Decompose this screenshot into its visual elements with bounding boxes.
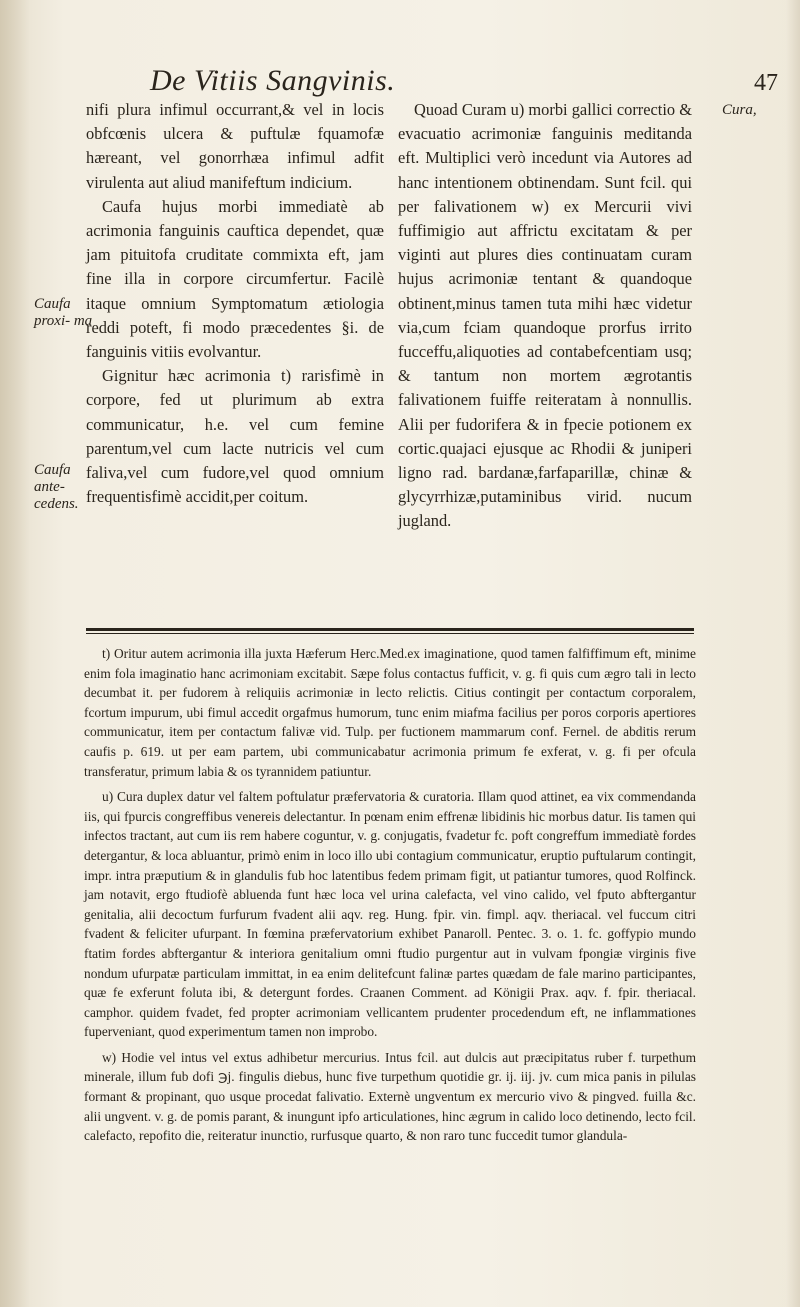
running-header (40, 64, 780, 96)
footnote-separator (86, 628, 694, 631)
paragraph: Caufa hujus morbi immediatè ab acrimonia fanguinis cauftica dependet, quæ jam pituitofa cruditate commixta eft, jam fine illa in corpore circumfertur. Facilè itaque omnium Symptomatum ætiologia reddi poteft, fi modo præcedentes §i. de fanguinis vitiis evolvantur. (86, 196, 384, 362)
page-edge (786, 0, 800, 1307)
paragraph: Quoad Curam u) morbi gallici correctio & evacuatio acrimoniæ fanguinis meditanda eft. Multiplici verò incedunt via Autores ad hanc intentionem obtinendam. Sunt fcil. qui per falivationem w) ex Mercurii vivi fuffimigio aut affrictu excitatam & per viginti aut plures dies continuatam curam hujus acrimoniæ tentant & quandoque obtinent,minus tamen tuta mihi hæc videtur via,cum fciam quandoque prorfus irrito fucceffu,aliquoties ad contabefcentiam usq; & tantum non mortem ægrotantis falivationem fuiffe reiteratam à nonnullis. Alii per fudorifera & in fpecie potionem ex cortic.quajaci ejusque ac Rhodii & juniperi ligno rad. bardanæ,farfaparillæ, chinæ & glycyrrhizæ,putaminibus virid. nucum jugland. (398, 100, 692, 531)
paragraph: nifi plura infimul occurrant,& vel in locis obfcœnis ulcera & puftulæ fquamofæ hæreant, vel gonorrhæa infimul adfit virulenta aut aliud manifeftum indicium. (86, 100, 384, 192)
footnote-w: w) Hodie vel intus vel extus adhibetur mercurius. Intus fcil. aut dulcis aut præcipitatus ruber f. turpethum minerale, illum fub dofi ℈j. fingulis diebus, hunc five turpethum quotidie gr. ij. iij. jv. cum mica panis in pilulas formant & propinant, quo usque procedat falivatio. Externè ungventum ex mercurio vivo & pingved. fuilla &c. alii ungvent. v. g. de pomis parant, & inungunt ipfo articulationes, hinc ægrum in calido loco detinendo, lecto fcil. calefacto, repofito die, reiteratur inunctio, rurfusque quarto, & non raro tunc fuccedit tumor glandula- (84, 1049, 696, 1144)
paragraph: Gignitur hæc acrimonia t) rarisfimè in corpore, fed ut plurimum ab extra communicatur, h.e. vel cum femine parentum,vel cum lacte nutricis vel cum faliva,vel cum fudore,vel quod omnium frequentisfimè accidit,per coitum. (86, 366, 384, 507)
footnote-t: t) Oritur autem acrimonia illa juxta Hæferum Herc.Med.ex imaginatione, quod tamen falfiffimum eft, minime enim fola imaginatio hanc acrimoniam excitabit. Sæpe folus contactus fufficit, v. g. fi quis cum ægro tali in lecto decumbat it. per fudorem à reliquiis acrimoniæ in lecto relictis. Citius contingit per contactum corporalem, fcortum impurum, ubi fimul accedit orgafmus humorum, tunc enim miafma facilius per poros corporis apertiores communicatur, item per contactum falivæ vid. Tulp. per fuctionem mammarum conf. Fernel. de abditis rerum caufis p. 619. ut per eam partem, ubi communicabatur acrimonia primum fe exferat, v. g. fi per ofcula transferatur, primum labia & os tyrannidem patiuntur. (84, 646, 696, 779)
left-text-column (86, 98, 384, 509)
page-gutter-shadow (0, 0, 30, 1307)
page-number: 47 (754, 70, 778, 96)
footnotes (84, 644, 696, 1152)
footnote-u: u) Cura duplex datur vel faltem poftulatur præfervatoria & curatoria. Illam quod attinet, ea vix commendanda iis, qui fpurcis congreffibus venereis delectantur. In pœnam enim effrenæ libidinis hic morbus datur. Iis tamen qui infectos tractant, aut cum iis rem habere coguntur, v. g. conjugatis, fvadetur fc. poft congreffum immediatè fordes detergantur, & loca abluantur, primò enim in loco illo ubi contagium communicatur, eruptio puftularum contingit, impr. intra præputium & in glandulis fub hoc latentibus fedem primam figit, ut patiantur tumores, quod Rolfinck. jam notavit, ergo ftudiofè abluenda funt hæc loca vel urina calefacta, vel vino calido, vel fputo abftergantur genitalia, alii decoctum furfurum fvadent alii aqv. reg. Hung. fpir. vin. fimpl. aqv. theriacal. vel fuccum citri fvadent & feliciter ufurpant. In fœmina præfervatorium exhibet Panaroll. Pentec. 3. o. 1. fc. goffypio mundo ftatim fordes abftergantur & interiora genitalium omni ftudio purgentur aut in vulvam fpongiæ virginis five nondum ufurpatæ particulam immittat, in ea enim delitefcunt falinæ partes quædam de fale marino participantes, quæ fe exferunt foluta ibi, & detergunt fordes. Craanen Comment. ad Königii Prax. aqv. f. fpir. theriacal. camphor. quidem fvadet, fed propter acrimoniam vellicantem prudenter procedendum eft, ne inflammationes fuperveniant, quod experimentum tamen non improbo. (84, 789, 696, 1040)
margin-note-causa-proxima: Caufa proxi- ma (34, 296, 93, 329)
margin-note-cura: Cura, (722, 102, 757, 118)
right-text-column (398, 98, 692, 534)
running-title: De Vitiis Sangvinis. (150, 64, 396, 97)
footnote-separator-thin (86, 633, 694, 634)
margin-note-causa-antecedens: Caufa ante- cedens. (34, 462, 79, 512)
